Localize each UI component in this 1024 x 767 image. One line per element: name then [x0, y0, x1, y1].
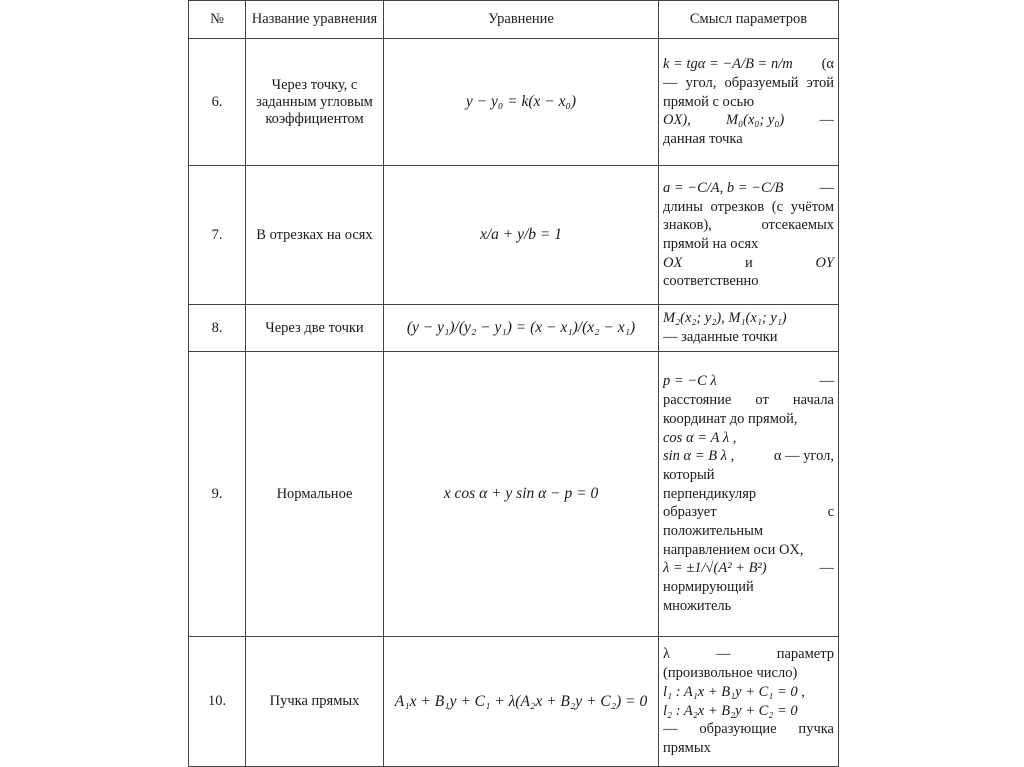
meaning-formula: l₂ : A₂x + B₂y + C₂ = 0: [663, 702, 798, 719]
header-num: №: [189, 1, 246, 39]
meaning-formula: p = −C λ: [663, 373, 717, 390]
row-number: 10.: [189, 637, 246, 767]
row-number: 7.: [189, 166, 246, 305]
meaning-text: и: [745, 254, 753, 271]
meaning-formula: M₂(x₂; y₂), M₁(x₁; y₁): [663, 310, 787, 327]
meaning-text: перпендикуляр: [663, 485, 757, 502]
table-row: [189, 166, 839, 305]
meaning-text: —: [819, 112, 834, 129]
meaning-text: —: [819, 560, 834, 577]
equation-name: Через две точки: [246, 305, 384, 352]
meaning-formula: cos α = A λ ,: [663, 429, 737, 446]
equation-name: Нормальное: [246, 352, 384, 637]
meaning-text: нормирующий: [663, 579, 754, 596]
meaning-formula: λ = ±1/√(A² + B²): [663, 560, 767, 577]
meaning-text: —: [716, 646, 731, 663]
parameter-meaning: [659, 166, 839, 305]
meaning-text: направлением оси OX,: [663, 541, 804, 558]
row-number: 8.: [189, 305, 246, 352]
equation-formula: A₁x + B₁y + C₁ + λ(A₂x + B₂y + C₂) = 0: [384, 637, 659, 767]
equation-formula: (y − y₁)/(y₂ − y₁) = (x − x₁)/(x₂ − x₁): [384, 305, 659, 352]
meaning-text: с: [827, 504, 834, 521]
header-meaning: Смысл параметров: [659, 1, 839, 39]
parameter-meaning: [659, 39, 839, 166]
equation-name: Пучка прямых: [246, 637, 384, 767]
meaning-text: расстояние от начала координат до прямой,: [663, 392, 834, 427]
table-row: [189, 305, 839, 352]
parameter-meaning: [659, 305, 839, 352]
meaning-text: OY: [815, 254, 834, 271]
meaning-formula: l₁ : A₁x + B₁y + C₁ = 0 ,: [663, 683, 805, 700]
header-equation: Уравнение: [384, 1, 659, 39]
meaning-text: λ: [663, 646, 671, 663]
meaning-text: — заданные точки: [663, 329, 778, 345]
meaning-formula: M₀(x₀; y₀): [726, 112, 785, 129]
meaning-text: параметр: [776, 646, 834, 663]
table-row: [189, 352, 839, 637]
parameter-meaning: [659, 637, 839, 767]
row-number: 6.: [189, 39, 246, 166]
table-row: [189, 39, 839, 166]
header-row: [189, 1, 839, 39]
meaning-text: α — угол,: [773, 448, 834, 465]
meaning-formula: sin α = B λ ,: [663, 448, 735, 465]
table-row: [189, 637, 839, 767]
meaning-text: (произвольное число): [663, 665, 798, 682]
meaning-text: (α: [821, 56, 834, 73]
meaning-text: —: [819, 179, 834, 196]
row-number: 9.: [189, 352, 246, 637]
meaning-text: соответственно: [663, 273, 759, 290]
meaning-text: положительным: [663, 523, 764, 540]
meaning-formula: a = −C/A, b = −C/B: [663, 179, 784, 196]
equation-name: Через точку, с заданным угловым коэффициентом: [246, 39, 384, 166]
equation-name: В отрезках на осях: [246, 166, 384, 305]
equation-formula: x cos α + y sin α − p = 0: [384, 352, 659, 637]
meaning-text: длины отрезков (с учётом знаков), отсекаемых прямой на осях: [663, 198, 834, 252]
meaning-text: — угол, образуемый этой прямой с осью: [663, 74, 834, 110]
header-name: Название уравнения: [246, 1, 384, 39]
meaning-text: — образующие пучка прямых: [663, 721, 834, 756]
meaning-text: OX),: [663, 112, 691, 129]
meaning-text: множитель: [663, 597, 732, 614]
equation-formula: y − y₀ = k(x − x₀): [384, 39, 659, 166]
meaning-text: который: [663, 466, 715, 483]
meaning-text: —: [819, 373, 834, 390]
meaning-formula: k = tgα = −A/B = n/m: [663, 56, 793, 73]
meaning-text: OX: [663, 254, 683, 271]
meaning-text: образует: [663, 504, 717, 521]
parameter-meaning: [659, 352, 839, 637]
equation-formula: x/a + y/b = 1: [384, 166, 659, 305]
meaning-text: данная точка: [663, 131, 743, 148]
equations-table: [188, 0, 839, 767]
